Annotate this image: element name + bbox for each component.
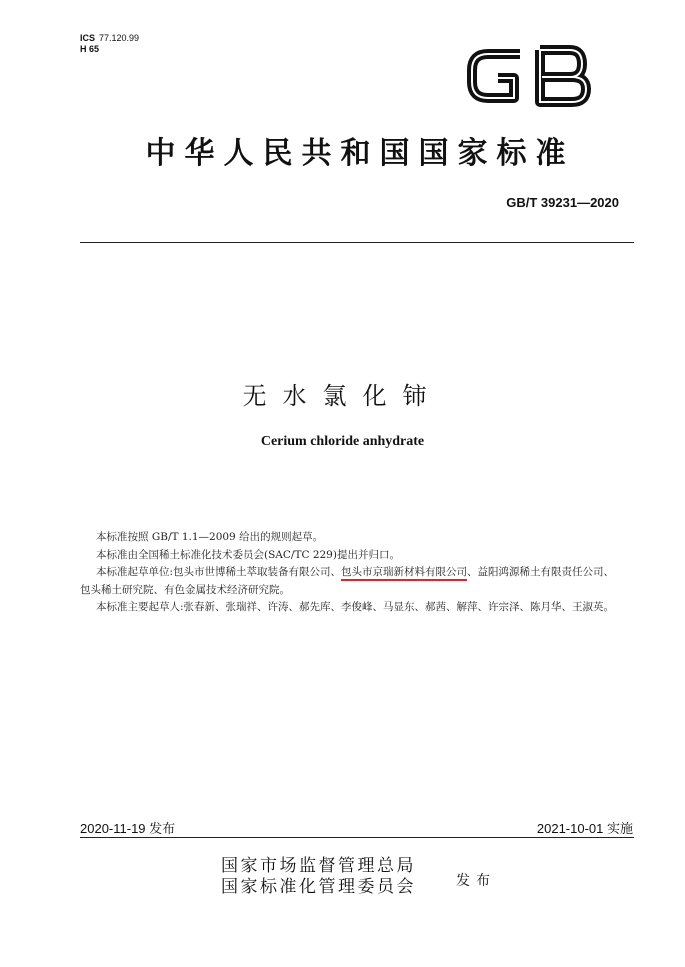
issuer-block <box>221 856 416 898</box>
bottom-divider <box>80 837 634 838</box>
ics-code: 77.120.99 <box>99 33 140 43</box>
preface-drafters: 本标准主要起草人:张春新、张瑞祥、许涛、郝先库、李俊峰、马显东、郝茜、解萍、许宗泽、陈月华、王淑英。 <box>96 601 615 613</box>
ccs-code: H 65 <box>80 44 100 54</box>
preface-drafting-rule: 本标准按照 GB/T 1.1—2009 给出的规则起草。 <box>96 531 324 543</box>
issuer-samr: 国家市场监督管理总局 <box>221 856 416 876</box>
document-title-en: Cerium chloride anhydrate <box>260 434 425 449</box>
ics-label: ICS <box>80 33 96 43</box>
document-title-cn: 无水氯化铈 <box>242 382 443 410</box>
preface <box>80 529 620 617</box>
gb-logo-icon <box>462 40 600 112</box>
preface-drafting-units <box>80 564 620 599</box>
drafting-units-suffix: 、益阳鸿源稀土有限责任公司、包头稀土研究院、有色金属技术经济研究院。 <box>80 566 615 596</box>
implement-date: 2021-10-01 实施 <box>536 821 633 836</box>
ics-line <box>80 33 139 44</box>
issue-action: 发布 <box>456 873 496 889</box>
preface-proposer: 本标准由全国稀土标准化技术委员会(SAC/TC 229)提出并归口。 <box>96 548 400 561</box>
publish-date: 2020-11-19 发布 <box>80 821 176 836</box>
drafting-units-prefix: 本标准起草单位:包头市世博稀土萃取装备有限公司、 <box>96 566 342 578</box>
standard-number: GB/T 39231—2020 <box>506 195 619 210</box>
top-divider <box>80 242 634 243</box>
issuer-sac: 国家标准化管理委员会 <box>221 877 416 897</box>
ics-block <box>80 33 139 55</box>
national-standard-title: 中华人民共和国国家标准 <box>145 136 575 171</box>
highlighted-company: 包头市京瑞新材料有限公司 <box>341 566 468 578</box>
